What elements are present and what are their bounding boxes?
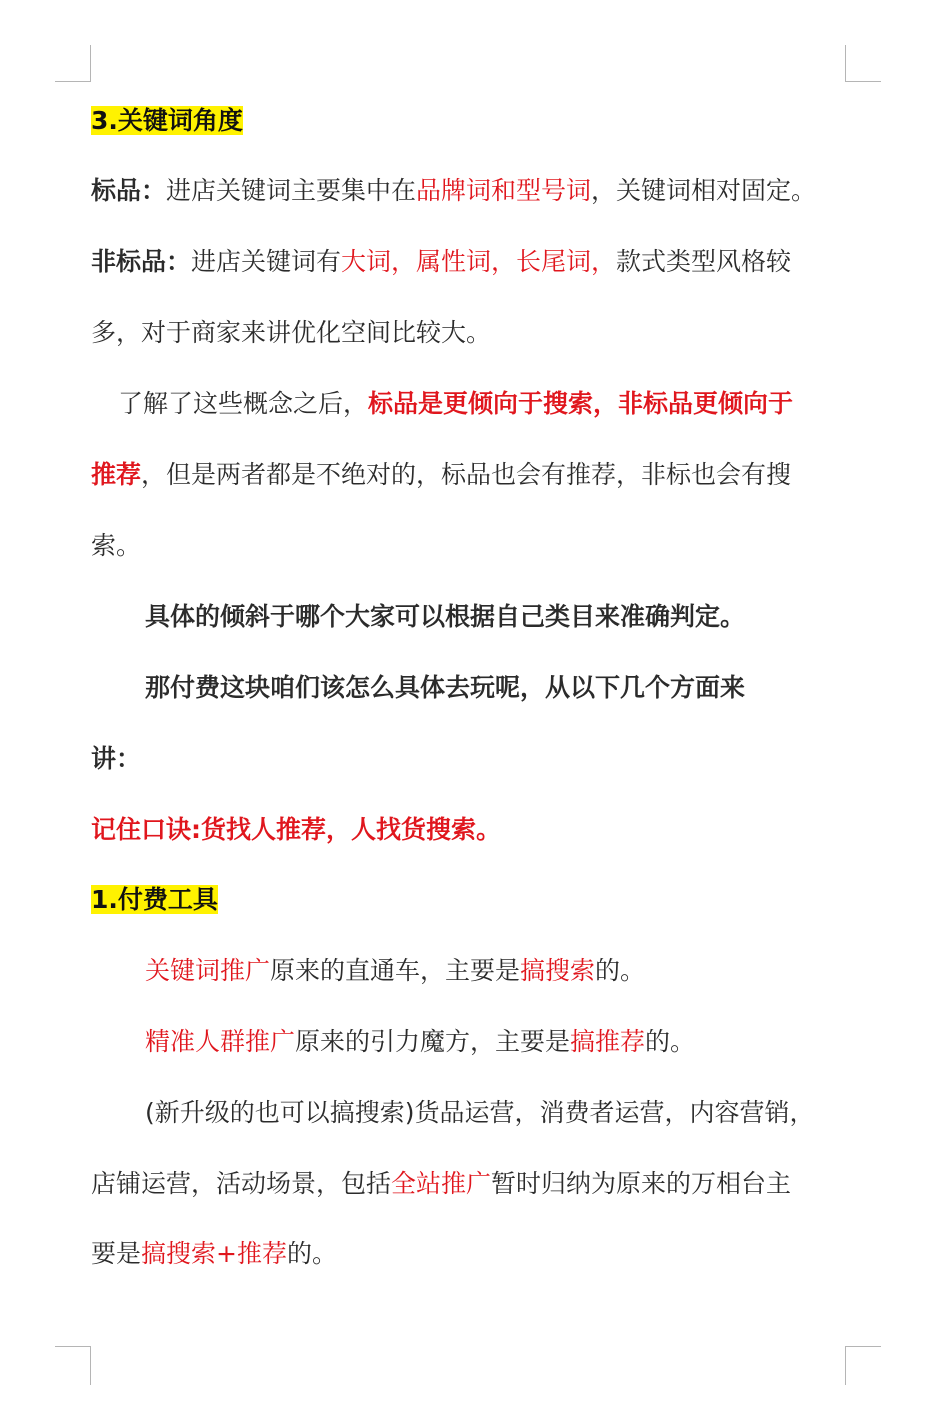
paragraph-nonstandard-line-1 — [91, 242, 861, 282]
corner-mark-top-right — [845, 45, 881, 82]
paragraph-category-judgement: 具体的倾斜于哪个大家可以根据自己类目来准确判定。 — [145, 602, 746, 631]
mnemonic-rule: 记住口诀:货找人推荐，人找货搜索。 — [91, 815, 501, 844]
corner-mark-top-left — [55, 45, 91, 82]
corner-mark-bottom-right — [845, 1346, 881, 1385]
red-bold-emphasis: 推荐 — [91, 460, 142, 489]
body-text: 原来的引力魔方，主要是 — [295, 1027, 571, 1056]
heading-text: 3.关键词角度 — [91, 106, 243, 135]
body-text: 要是 — [91, 1239, 142, 1268]
body-text: 进店关键词有 — [191, 247, 342, 276]
body-text: 原来的直通车，主要是 — [270, 956, 521, 985]
red-emphasis: 关键词推广 — [145, 956, 271, 985]
paragraph-standard-products — [91, 171, 861, 211]
paragraph-concepts-line-1 — [91, 384, 888, 424]
paragraph-keyword-promotion — [91, 951, 915, 991]
body-text: 暂时归纳为原来的万相台主 — [491, 1169, 792, 1198]
paragraph-new-upgrade-line-1: (新升级的也可以搞搜索)货品运营，消费者运营，内容营销， — [145, 1098, 815, 1127]
red-emphasis: 搞搜索 — [520, 956, 596, 985]
body-text: 的。 — [595, 956, 646, 985]
paragraph-audience-promotion — [91, 1022, 915, 1062]
body-text: 店铺运营，活动场景，包括 — [91, 1169, 392, 1198]
red-emphasis: 全站推广 — [391, 1169, 492, 1198]
paragraph-concepts-line-3: 索。 — [91, 531, 142, 560]
paragraph-paid-intro-line-1: 那付费这块咱们该怎么具体去玩呢，从以下几个方面来 — [145, 673, 746, 702]
body-text: 进店关键词主要集中在 — [166, 176, 417, 205]
heading-text: 1.付费工具 — [91, 885, 218, 914]
red-emphasis: 品牌词和型号词 — [416, 176, 592, 205]
body-text: ，关键词相对固定。 — [591, 176, 817, 205]
paragraph-nonstandard-line-2: 多，对于商家来讲优化空间比较大。 — [91, 318, 492, 347]
body-text: 了解了这些概念之后， — [118, 389, 369, 418]
section-heading-keyword-angle — [91, 101, 861, 141]
paragraph-concepts-line-2 — [91, 455, 861, 495]
body-text: 款式类型风格较 — [616, 247, 792, 276]
red-emphasis: 精准人群推广 — [145, 1027, 296, 1056]
term-label: 标品： — [91, 176, 167, 205]
red-bold-emphasis: 标品是更倾向于搜索，非标品更倾向于 — [368, 389, 794, 418]
paragraph-new-upgrade-line-2 — [91, 1164, 861, 1204]
section-heading-paid-tools — [91, 880, 861, 920]
paragraph-paid-intro-line-2: 讲： — [91, 744, 142, 773]
term-label: 非标品： — [91, 247, 192, 276]
corner-mark-bottom-left — [55, 1346, 91, 1385]
body-text: 的。 — [286, 1239, 337, 1268]
body-text: ，但是两者都是不绝对的，标品也会有推荐，非标也会有搜 — [141, 460, 792, 489]
paragraph-new-upgrade-line-3 — [91, 1234, 861, 1274]
red-emphasis: 搞搜索+推荐 — [141, 1239, 287, 1268]
red-emphasis: 大词，属性词，长尾词， — [341, 247, 617, 276]
body-text: 的。 — [645, 1027, 696, 1056]
red-emphasis: 搞推荐 — [570, 1027, 646, 1056]
